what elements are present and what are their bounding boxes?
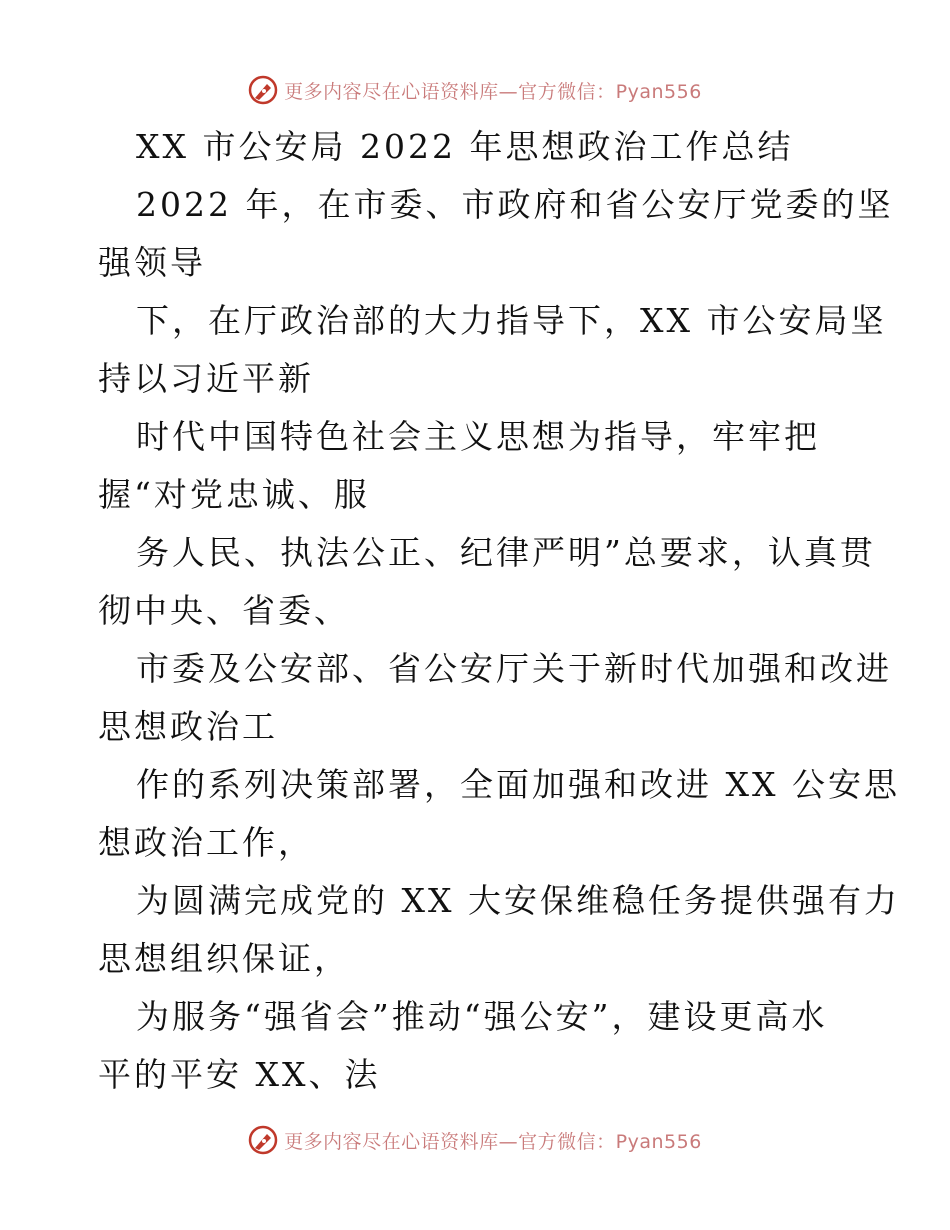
paragraph-line: 持以习近平新 (98, 359, 314, 398)
paragraph-line: 作的系列决策部署，全面加强和改进 XX 公安思 (136, 765, 900, 804)
pen-nib-logo-icon (248, 75, 278, 105)
paragraph-line: 强领导 (98, 243, 206, 282)
paragraph-line: 为圆满完成党的 XX 大安保维稳任务提供强有力 (136, 881, 900, 920)
paragraph-line: 思想组织保证， (98, 939, 350, 978)
footer-watermark-banner (0, 1120, 950, 1160)
pen-nib-logo-icon (248, 1125, 278, 1155)
watermark-text: 更多内容尽在心语资料库—官方微信：Pyan556 (284, 80, 702, 103)
paragraph-line: 下，在厅政治部的大力指导下，XX 市公安局坚 (136, 301, 887, 340)
paragraph-line: 握“对党忠诚、服 (98, 475, 370, 514)
watermark-text: 更多内容尽在心语资料库—官方微信：Pyan556 (284, 1130, 702, 1153)
paragraph-line: 平的平安 XX、法 (98, 1055, 381, 1094)
header-watermark-banner (0, 70, 950, 110)
paragraph-line: 务人民、执法公正、纪律严明”总要求，认真贯 (136, 533, 876, 572)
document-title: XX 市公安局 2022 年思想政治工作总结 (136, 127, 794, 166)
paragraph-line: 彻中央、省委、 (98, 591, 350, 630)
paragraph-line: 2022 年，在市委、市政府和省公安厅党委的坚 (136, 185, 894, 224)
paragraph-line: 市委及公安部、省公安厅关于新时代加强和改进 (136, 649, 892, 688)
paragraph-line: 时代中国特色社会主义思想为指导，牢牢把 (136, 417, 820, 456)
paragraph-line: 思想政治工 (98, 707, 278, 746)
paragraph-line: 想政治工作， (98, 823, 314, 862)
paragraph-line: 为服务“强省会”推动“强公安”，建设更高水 (136, 997, 828, 1036)
